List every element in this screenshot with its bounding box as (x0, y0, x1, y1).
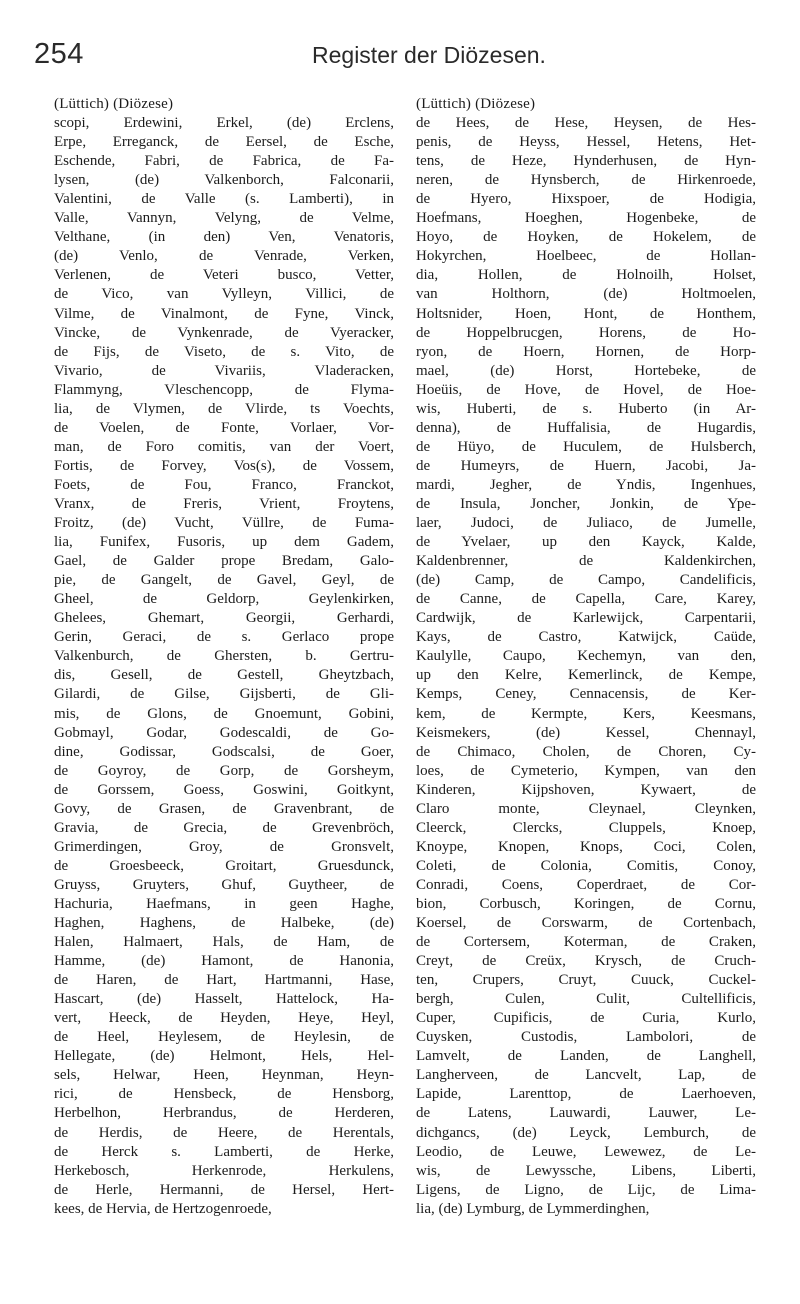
text-line: Conradi, Coens, Coperdraet, de Cor- (416, 876, 756, 893)
text-line: de Goyroy, de Gorp, de Gorsheym, (54, 762, 394, 779)
text-line: Hamme, (de) Hamont, de Hanonia, (54, 953, 394, 970)
text-line: Verlenen, de Veteri busco, Vetter, (54, 267, 394, 284)
text-line: Haghen, Haghens, de Halbeke, (de) (54, 915, 394, 932)
text-line: van Holthorn, (de) Holtmoelen, (416, 286, 756, 303)
text-line: de Herck s. Lamberti, de Herke, (54, 1143, 394, 1160)
text-line: de Vico, van Vylleyn, Villici, de (54, 286, 394, 303)
text-line: ryon, de Hoern, Hornen, de Horp- (416, 343, 756, 360)
text-line: de Haren, de Hart, Hartmanni, Hase, (54, 972, 394, 989)
text-line: Keismekers, (de) Kessel, Chennayl, (416, 724, 756, 741)
right-column (416, 95, 756, 1219)
text-line: de Latens, Lauwardi, Lauwer, Le- (416, 1105, 756, 1122)
text-line: Gheel, de Geldorp, Geylenkirken, (54, 591, 394, 608)
text-line: mardi, Jegher, de Yndis, Ingenhues, (416, 476, 756, 493)
text-line: Flammyng, Vleschencopp, de Flyma- (54, 381, 394, 398)
text-line: Eschende, Fabri, de Fabrica, de Fa- (54, 153, 394, 170)
text-line: rici, de Hensbeck, de Hensborg, (54, 1086, 394, 1103)
text-line: dis, Gesell, de Gestell, Gheytzbach, (54, 667, 394, 684)
text-line: Cardwijk, de Karlewijck, Carpentarii, (416, 610, 756, 627)
text-line: Valkenburch, de Ghersten, b. Gertru- (54, 648, 394, 665)
text-line: de Insula, Joncher, Jonkin, de Ype- (416, 495, 756, 512)
text-line: Kaldenbrenner, de Kaldenkirchen, (416, 553, 756, 570)
text-line: Hellegate, (de) Helmont, Hels, Hel- (54, 1048, 394, 1065)
text-line: Leodio, de Leuwe, Lewewez, de Le- (416, 1143, 756, 1160)
text-line: Hascart, (de) Hasselt, Hattelock, Ha- (54, 991, 394, 1008)
text-line: de Fijs, de Viseto, de s. Vito, de (54, 343, 394, 360)
text-line: bion, Corbusch, Koringen, de Cornu, (416, 895, 756, 912)
text-line: lia, (de) Lymburg, de Lymmerdinghen, (416, 1200, 650, 1217)
text-line: Fortis, de Forvey, Vos(s), de Vossem, (54, 457, 394, 474)
text-line: loes, de Cymeterio, Kympen, van den (416, 762, 756, 779)
text-line: denna), de Huffalisia, de Hugardis, (416, 419, 756, 436)
running-head: Register der Diözesen. (312, 42, 546, 68)
text-line: laer, Judoci, de Juliaco, de Jumelle, (416, 515, 756, 532)
text-line: wis, Huberti, de s. Huberto (in Ar- (416, 400, 756, 417)
text-line: Lapide, Larenttop, de Laerhoeven, (416, 1086, 756, 1103)
text-line: Ghelees, Ghemart, Georgii, Gerhardi, (54, 610, 394, 627)
text-line: Langherveen, de Lancvelt, Lap, de (416, 1067, 756, 1084)
text-line: Kinderen, Kijpshoven, Kywaert, de (416, 781, 756, 798)
text-line: scopi, Erdewini, Erkel, (de) Erclens, (54, 115, 394, 132)
left-column (54, 95, 394, 1219)
text-line: wis, de Lewyssche, Libens, Liberti, (416, 1162, 756, 1179)
text-line: Halen, Halmaert, Hals, de Ham, de (54, 934, 394, 951)
text-line: Vincke, de Vynkenrade, de Vyeracker, (54, 324, 394, 341)
text-line: Cuysken, Custodis, Lambolori, de (416, 1029, 756, 1046)
text-line: Vilme, de Vinalmont, de Fyne, Vinck, (54, 305, 394, 322)
text-line: Gerin, Geraci, de s. Gerlaco prope (54, 629, 394, 646)
text-line: de Heel, Heylesem, de Heylesin, de (54, 1029, 394, 1046)
text-line: de Gorssem, Goess, Goswini, Goitkynt, (54, 781, 394, 798)
text-line: kem, de Kermpte, Kers, Keesmans, (416, 705, 756, 722)
text-line: sels, Helwar, Heen, Heynman, Heyn- (54, 1067, 394, 1084)
page-number: 254 (34, 38, 84, 70)
text-line: dine, Godissar, Godscalsi, de Goer, (54, 743, 394, 760)
text-line: Erpe, Erreganck, de Eersel, de Esche, (54, 134, 394, 151)
text-line: Holtsnider, Hoen, Hont, de Honthem, (416, 305, 756, 322)
text-line: Hoyo, de Hoyken, de Hokelem, de (416, 229, 756, 246)
text-line: de Cortersem, Koterman, de Craken, (416, 934, 756, 951)
text-line: Claro monte, Cleynael, Cleynken, (416, 800, 756, 817)
text-line: Creyt, de Creüx, Krysch, de Cruch- (416, 953, 756, 970)
text-line: Knoype, Knopen, Knops, Coci, Colen, (416, 838, 756, 855)
text-line: lia, Funifex, Fusoris, up dem Gadem, (54, 534, 394, 551)
text-line: Ligens, de Ligno, de Lijc, de Lima- (416, 1181, 756, 1198)
text-line: pie, de Gangelt, de Gavel, Geyl, de (54, 572, 394, 589)
text-line: Hoeüis, de Hove, de Hovel, de Hoe- (416, 381, 756, 398)
text-line: bergh, Culen, Culit, Cultellificis, (416, 991, 756, 1008)
text-line: Gael, de Galder prope Bredam, Galo- (54, 553, 394, 570)
text-line: (de) Camp, de Campo, Candelificis, (416, 572, 756, 589)
text-line: (Lüttich) (Diözese) (416, 96, 536, 112)
text-line: vert, Heeck, de Heyden, Heye, Heyl, (54, 1010, 394, 1027)
text-line: tens, de Heze, Hynderhusen, de Hyn- (416, 153, 756, 170)
text-line: Grimerdingen, Groy, de Gronsvelt, (54, 838, 394, 855)
text-line: de Groesbeeck, Groitart, Gruesdunck, (54, 857, 394, 874)
text-line: de Hyero, Hixspoer, de Hodigia, (416, 191, 756, 208)
text-line: Kaulylle, Caupo, Kechemyn, van den, (416, 648, 756, 665)
text-line: lia, de Vlymen, de Vlirde, ts Voechts, (54, 400, 394, 417)
text-line: Coleti, de Colonia, Comitis, Conoy, (416, 857, 756, 874)
text-line: Kays, de Castro, Katwijck, Caüde, (416, 629, 756, 646)
text-line: dia, Hollen, de Holnoilh, Holset, (416, 267, 756, 284)
text-line: Govy, de Grasen, de Gravenbrant, de (54, 800, 394, 817)
text-line: Gilardi, de Gilse, Gijsberti, de Gli- (54, 686, 394, 703)
text-line: de Yvelaer, up den Kayck, Kalde, (416, 534, 756, 551)
text-line: dichgancs, (de) Leyck, Lemburch, de (416, 1124, 756, 1141)
page-header (34, 38, 774, 78)
text-line: up den Kelre, Kemerlinck, de Kempe, (416, 667, 756, 684)
text-line: Hoefmans, Hoeghen, Hogenbeke, de (416, 210, 756, 227)
text-line: Valle, Vannyn, Velyng, de Velme, (54, 210, 394, 227)
text-line: Kemps, Ceney, Cennacensis, de Ker- (416, 686, 756, 703)
text-line: lysen, (de) Valkenborch, Falconarii, (54, 172, 394, 189)
text-line: man, de Foro comitis, van der Voert, (54, 438, 394, 455)
text-line: de Hees, de Hese, Heysen, de Hes- (416, 115, 756, 132)
text-line: kees, de Hervia, de Hertzogenroede, (54, 1200, 272, 1217)
text-line: neren, de Hynsberch, de Hirkenroede, (416, 172, 756, 189)
text-line: de Hoppelbrucgen, Horens, de Ho- (416, 324, 756, 341)
text-line: Cuper, Cupificis, de Curia, Kurlo, (416, 1010, 756, 1027)
text-line: de Canne, de Capella, Care, Karey, (416, 591, 756, 608)
text-line: Koersel, de Corswarm, de Cortenbach, (416, 915, 756, 932)
text-line: Cleerck, Clercks, Cluppels, Knoep, (416, 819, 756, 836)
text-line: de Voelen, de Fonte, Vorlaer, Vor- (54, 419, 394, 436)
text-line: (de) Venlo, de Venrade, Verken, (54, 248, 394, 265)
text-line: Herbelhon, Herbrandus, de Herderen, (54, 1105, 394, 1122)
text-line: Velthane, (in den) Ven, Venatoris, (54, 229, 394, 246)
text-line: Herkebosch, Herkenrode, Herkulens, (54, 1162, 394, 1179)
text-line: Foets, de Fou, Franco, Franckot, (54, 476, 394, 493)
text-line: Valentini, de Valle (s. Lamberti), in (54, 191, 394, 208)
text-line: Gobmayl, Godar, Godescaldi, de Go- (54, 724, 394, 741)
text-line: de Humeyrs, de Huern, Jacobi, Ja- (416, 457, 756, 474)
text-line: Hokyrchen, Hoelbeec, de Hollan- (416, 248, 756, 265)
text-line: ten, Crupers, Cruyt, Cuuck, Cuckel- (416, 972, 756, 989)
text-line: Gravia, de Grecia, de Grevenbröch, (54, 819, 394, 836)
text-line: de Chimaco, Cholen, de Choren, Cy- (416, 743, 756, 760)
text-line: Hachuria, Haefmans, in geen Haghe, (54, 895, 394, 912)
text-line: Gruyss, Gruyters, Ghuf, Guytheer, de (54, 876, 394, 893)
text-line: penis, de Heyss, Hessel, Hetens, Het- (416, 134, 756, 151)
text-line: Froitz, (de) Vucht, Vüllre, de Fuma- (54, 515, 394, 532)
text-line: de Hüyo, de Huculem, de Hulsberch, (416, 438, 756, 455)
text-line: de Herle, Hermanni, de Hersel, Hert- (54, 1181, 394, 1198)
text-line: Vranx, de Freris, Vrient, Froytens, (54, 495, 394, 512)
text-line: Lamvelt, de Landen, de Langhell, (416, 1048, 756, 1065)
text-line: de Herdis, de Heere, de Herentals, (54, 1124, 394, 1141)
text-line: mael, (de) Horst, Hortebeke, de (416, 362, 756, 379)
text-line: mis, de Glons, de Gnoemunt, Gobini, (54, 705, 394, 722)
text-line: Vivario, de Vivariis, Vladeracken, (54, 362, 394, 379)
text-line: (Lüttich) (Diözese) (54, 96, 174, 112)
